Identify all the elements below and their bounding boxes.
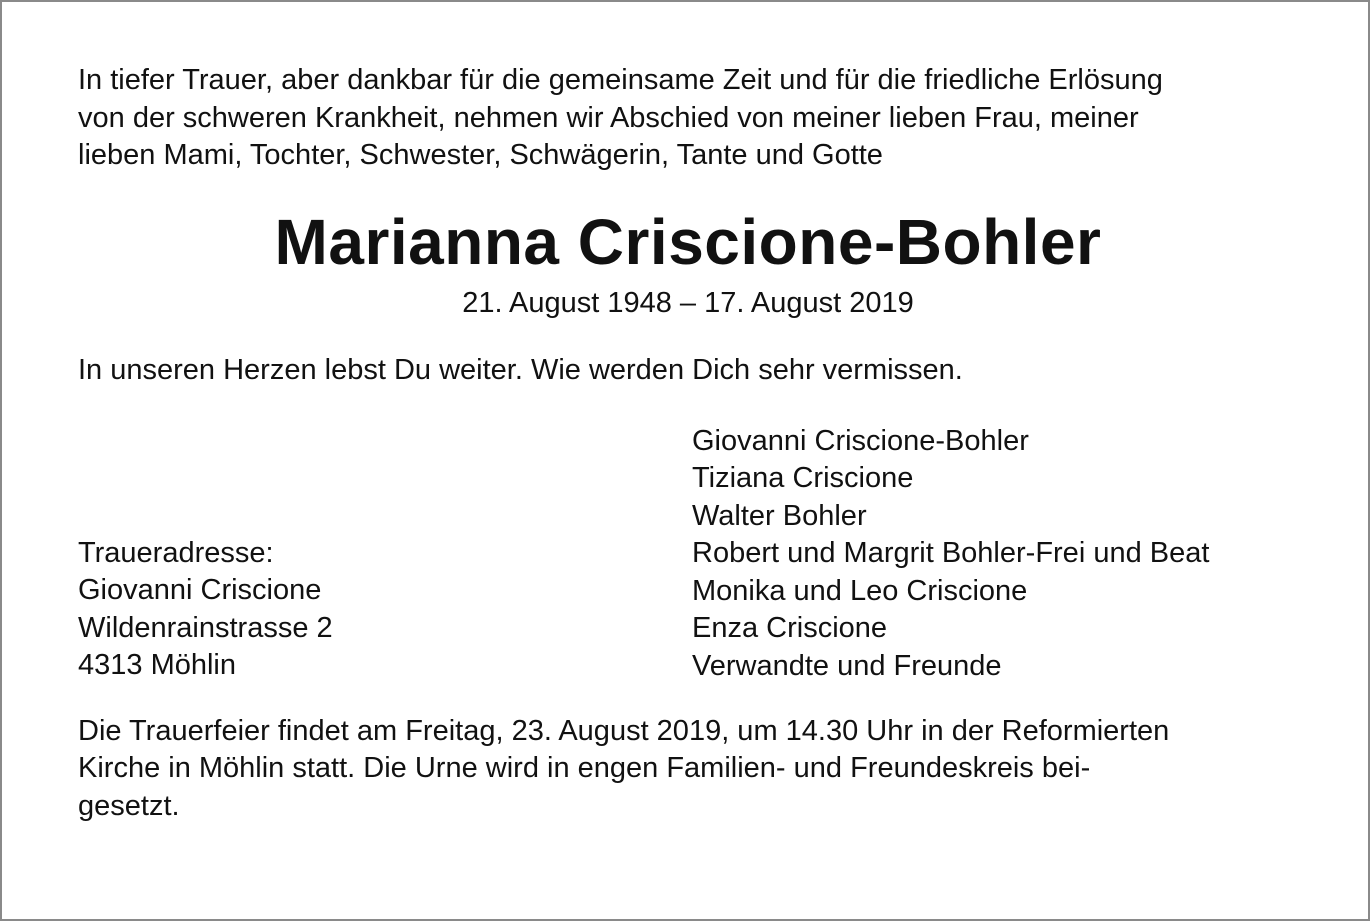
service-line: gesetzt. bbox=[78, 789, 180, 822]
memorial-quote: In unseren Herzen lebst Du weiter. Wie werden Dich sehr vermissen. bbox=[78, 354, 963, 386]
mourning-address bbox=[78, 535, 333, 685]
intro-line: lieben Mami, Tochter, Schwester, Schwägerin, Tante und Gotte bbox=[78, 139, 883, 171]
address-name: Giovanni Criscione bbox=[78, 574, 322, 606]
mourners-list bbox=[692, 423, 1302, 686]
intro-text bbox=[78, 62, 1298, 175]
address-label: Traueradresse: bbox=[78, 536, 274, 569]
life-dates: 21. August 1948 – 17. August 2019 bbox=[462, 286, 914, 319]
family-block bbox=[78, 423, 1298, 687]
mourner-name: Walter Bohler bbox=[692, 499, 867, 532]
service-line: Die Trauerfeier findet am Freitag, 23. August 2019, um 14.30 Uhr in der Reformierten bbox=[78, 714, 1170, 747]
intro-line: von der schweren Krankheit, nehmen wir Abschied von meiner lieben Frau, meiner bbox=[78, 101, 1139, 134]
mourner-name: Verwandte und Freunde bbox=[692, 649, 1002, 682]
service-details bbox=[78, 713, 1298, 826]
address-city: 4313 Möhlin bbox=[78, 649, 236, 681]
notice-content bbox=[78, 62, 1298, 825]
service-line: Kirche in Möhlin statt. Die Urne wird in engen Familien- und Freundeskreis bei- bbox=[78, 752, 1091, 784]
address-street: Wildenrainstrasse 2 bbox=[78, 611, 333, 644]
mourner-name: Enza Criscione bbox=[692, 612, 888, 644]
deceased-name: Marianna Criscione-Bohler bbox=[274, 205, 1102, 278]
mourner-name: Robert und Margrit Bohler-Frei und Beat bbox=[692, 537, 1210, 569]
mourner-name: Giovanni Criscione-Bohler bbox=[692, 424, 1029, 457]
mourner-name: Tiziana Criscione bbox=[692, 462, 914, 494]
intro-line: In tiefer Trauer, aber dankbar für die gemeinsame Zeit und für die friedliche Erlösung bbox=[78, 64, 1163, 96]
mourner-name: Monika und Leo Criscione bbox=[692, 574, 1028, 607]
